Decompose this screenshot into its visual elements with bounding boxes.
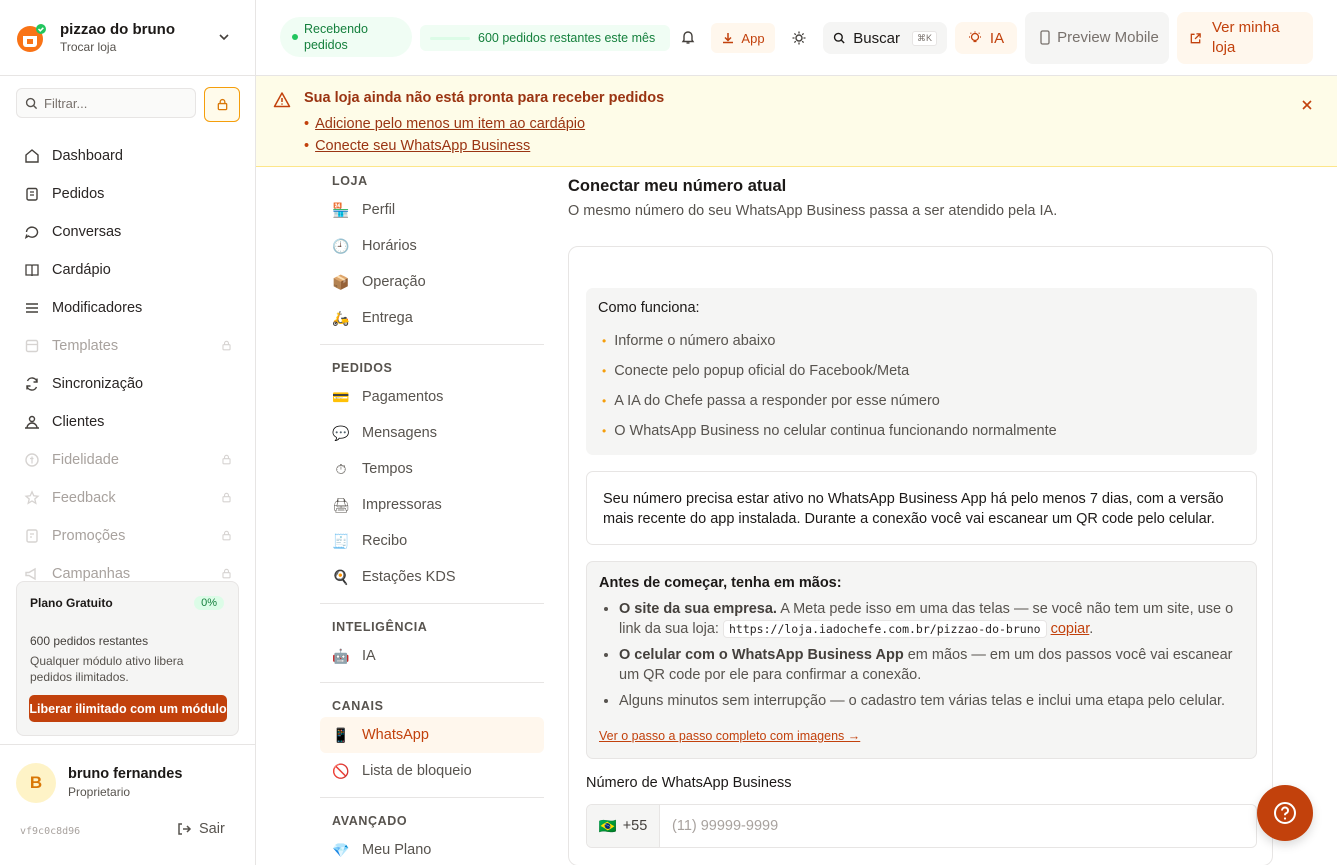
user-name: bruno fernandes bbox=[68, 766, 183, 782]
before-item bbox=[619, 645, 1244, 685]
operacao-icon: 📦 bbox=[332, 273, 350, 290]
sidebar-nav bbox=[16, 137, 240, 581]
phone-input[interactable] bbox=[660, 805, 1256, 847]
plan-description: Qualquer módulo ativo libera pedidos ilimitados. bbox=[30, 654, 184, 684]
status-dot bbox=[292, 34, 298, 40]
pagamentos-icon: 💳 bbox=[332, 388, 350, 405]
settings-item-label: Perfil bbox=[362, 202, 396, 218]
settings-item-label: Operação bbox=[362, 274, 426, 290]
settings-item-label: Recibo bbox=[362, 533, 408, 549]
store-logo bbox=[16, 23, 46, 53]
help-icon bbox=[1272, 800, 1298, 826]
settings-item-ia[interactable] bbox=[320, 638, 544, 674]
users-icon bbox=[24, 414, 40, 430]
horarios-icon: 🕘 bbox=[332, 237, 350, 254]
preview-mobile-label: Preview Mobile bbox=[1057, 29, 1159, 46]
sidebar-item-cardapio[interactable] bbox=[16, 251, 240, 289]
store-url: https://loja.iadochefe.com.br/pizzao-do-bruno bbox=[723, 620, 1047, 638]
sidebar-item-label: Clientes bbox=[52, 414, 105, 430]
settings-item-mensagens[interactable] bbox=[320, 415, 544, 451]
lock-icon bbox=[216, 98, 229, 111]
search-icon bbox=[833, 30, 845, 46]
top-bar bbox=[256, 0, 1337, 76]
home-icon bbox=[24, 148, 40, 164]
sidebar-item-label: Sincronização bbox=[52, 376, 144, 392]
download-icon bbox=[721, 31, 735, 45]
logout-icon bbox=[176, 821, 192, 837]
settings-item-label: Meu Plano bbox=[362, 842, 432, 858]
locked-modules-button[interactable] bbox=[204, 87, 240, 122]
search-label: Buscar bbox=[853, 29, 900, 47]
country-code-selector[interactable] bbox=[587, 805, 660, 847]
lock-icon bbox=[221, 568, 232, 579]
sidebar-item-label: Conversas bbox=[52, 224, 122, 240]
chevron-down-icon[interactable] bbox=[217, 30, 231, 44]
settings-item-label: Lista de bloqueio bbox=[362, 763, 472, 779]
settings-item-label: Estações KDS bbox=[362, 569, 456, 585]
sidebar-item-promocoes bbox=[16, 517, 240, 555]
sidebar-item-label: Cardápio bbox=[52, 262, 111, 278]
app-version: vf9c0c8d96 bbox=[20, 826, 81, 837]
settings-group-title: PEDIDOS bbox=[332, 361, 393, 375]
ia-button[interactable] bbox=[955, 22, 1017, 54]
list-icon bbox=[24, 300, 40, 316]
how-step: • O WhatsApp Business no celular continua funcionando normalmente bbox=[598, 416, 1245, 446]
settings-group-title: AVANÇADO bbox=[332, 814, 408, 828]
settings-item-meu-plano[interactable] bbox=[320, 832, 544, 865]
lock-icon bbox=[221, 530, 232, 541]
settings-group bbox=[320, 355, 544, 604]
sidebar-item-label: Dashboard bbox=[52, 148, 123, 164]
settings-item-label: WhatsApp bbox=[362, 727, 429, 743]
settings-item-label: Impressoras bbox=[362, 497, 442, 513]
sidebar-item-templates bbox=[16, 327, 240, 365]
lock-icon bbox=[221, 454, 232, 465]
close-icon[interactable] bbox=[1301, 99, 1313, 111]
alert-title: Sua loja ainda não está pronta para receber pedidos bbox=[304, 90, 665, 106]
sidebar bbox=[0, 0, 256, 865]
lock-icon bbox=[221, 340, 232, 351]
settings-group bbox=[320, 808, 544, 865]
sidebar-item-modificadores[interactable] bbox=[16, 289, 240, 327]
search-button[interactable] bbox=[823, 22, 947, 54]
clipboard-icon bbox=[24, 186, 40, 202]
settings-item-label: Pagamentos bbox=[362, 389, 444, 405]
search-shortcut: ⌘K bbox=[912, 31, 937, 46]
connect-whatsapp-link[interactable]: • Conecte seu WhatsApp Business bbox=[315, 138, 531, 154]
page-title: Conectar meu número atual bbox=[568, 177, 787, 195]
settings-item-horarios[interactable] bbox=[320, 228, 544, 264]
download-app-label: App bbox=[741, 30, 765, 46]
settings-item-lista-de-bloqueio[interactable] bbox=[320, 753, 544, 789]
before-item: • Alguns minutos sem interrupção — o cadastro tem várias telas e inclui uma etapa pelo celular. bbox=[619, 691, 1244, 711]
before-item-bold: O celular com o WhatsApp Business App bbox=[619, 647, 904, 663]
sidebar-item-label: Campanhas bbox=[52, 566, 131, 581]
settings-group-title: CANAIS bbox=[332, 699, 384, 713]
requirements-note: Seu número precisa estar ativo no WhatsApp Business App há pelo menos 7 dias, com a versão mais recente do app instalada. Durante a conexão você vai escanear um QR code pelo celular. bbox=[586, 471, 1257, 545]
add-menu-item-link[interactable]: • Adicione pelo menos um item ao cardápio bbox=[315, 116, 586, 132]
before-item: • O site da sua empresa. A Meta pede isso em uma das telas — se você não tem um site, use o link da sua loja: https://loja.iadochefe.com.br/pizzao-do-bruno copiar. bbox=[619, 599, 1244, 639]
logout-button[interactable] bbox=[176, 821, 225, 837]
perfil-icon: 🏪 bbox=[332, 201, 350, 218]
help-button[interactable] bbox=[1257, 785, 1313, 841]
sidebar-item-conversas[interactable] bbox=[16, 213, 240, 251]
bell-icon[interactable] bbox=[680, 29, 696, 45]
estacoes-kds-icon: 🍳 bbox=[332, 568, 350, 585]
settings-group bbox=[320, 614, 544, 683]
settings-group bbox=[320, 168, 544, 345]
store-not-ready-alert bbox=[256, 76, 1337, 167]
step-by-step-link[interactable]: Ver o passo a passo completo com imagens → bbox=[599, 729, 861, 743]
before-item-text: A Meta pede isso em uma das telas — se você não tem um site, use o link da sua loja: bbox=[619, 601, 1234, 637]
book-icon bbox=[24, 262, 40, 278]
filter-input[interactable] bbox=[44, 96, 184, 111]
theme-toggle-icon[interactable] bbox=[791, 30, 807, 46]
view-store-button[interactable] bbox=[1177, 12, 1313, 64]
sidebar-item-pedidos[interactable] bbox=[16, 175, 240, 213]
megaphone-icon bbox=[24, 566, 40, 581]
settings-group-title: LOJA bbox=[332, 174, 368, 188]
tempos-icon: ⏱ bbox=[335, 460, 347, 477]
ia-label: IA bbox=[989, 29, 1005, 47]
sidebar-item-sincronizacao[interactable] bbox=[16, 365, 240, 403]
how-step: • Conecte pelo popup oficial do Facebook/Meta bbox=[598, 356, 1245, 386]
lista-de-bloqueio-icon: 🚫 bbox=[332, 762, 350, 779]
sidebar-item-fidelidade bbox=[16, 441, 240, 479]
lock-icon bbox=[221, 492, 232, 503]
settings-item-label: Horários bbox=[362, 238, 417, 254]
sidebar-item-clientes[interactable] bbox=[16, 403, 240, 441]
settings-item-pagamentos[interactable] bbox=[320, 379, 544, 415]
lightbulb-icon bbox=[968, 31, 982, 45]
star-icon bbox=[24, 490, 40, 506]
plan-card bbox=[16, 581, 239, 736]
phone-label: Número de WhatsApp Business bbox=[586, 775, 792, 791]
template-icon bbox=[24, 338, 40, 354]
before-you-start-box bbox=[586, 561, 1257, 759]
settings-nav bbox=[320, 168, 544, 865]
settings-item-operacao[interactable] bbox=[320, 264, 544, 300]
settings-item-label: Mensagens bbox=[362, 425, 437, 441]
sidebar-item-feedback bbox=[16, 479, 240, 517]
before-title: Antes de começar, tenha em mãos: bbox=[599, 575, 842, 591]
connect-card bbox=[568, 246, 1273, 865]
sidebar-item-label: Promoções bbox=[52, 528, 126, 544]
orders-remaining-badge bbox=[420, 25, 670, 51]
recibo-icon: 🧾 bbox=[332, 532, 350, 549]
download-app-button[interactable] bbox=[711, 23, 775, 53]
upgrade-button[interactable]: Liberar ilimitado com um módulo bbox=[29, 695, 227, 722]
settings-item-label: Entrega bbox=[362, 310, 413, 326]
filter-field[interactable] bbox=[16, 88, 196, 118]
plan-usage-badge: 0% bbox=[194, 596, 224, 610]
logout-label: Sair bbox=[199, 821, 225, 837]
settings-item-label: Tempos bbox=[362, 461, 413, 477]
sidebar-item-label: Fidelidade bbox=[52, 452, 119, 468]
orders-usage-bar bbox=[430, 37, 470, 40]
settings-group bbox=[320, 693, 544, 798]
mensagens-icon: 💬 bbox=[332, 424, 350, 441]
settings-item-tempos[interactable] bbox=[320, 451, 544, 487]
settings-item-impressoras[interactable] bbox=[320, 487, 544, 523]
settings-item-recibo[interactable] bbox=[320, 523, 544, 559]
store-status-label: Recebendo pedidos bbox=[304, 22, 368, 52]
coin-icon bbox=[24, 452, 40, 468]
store-status-badge[interactable] bbox=[280, 17, 412, 57]
user-role: Proprietario bbox=[68, 785, 131, 799]
view-store-label: Ver minha loja bbox=[1212, 19, 1280, 56]
tag-icon bbox=[24, 528, 40, 544]
settings-group-title: INTELIGÊNCIA bbox=[332, 620, 428, 634]
sidebar-item-label: Feedback bbox=[52, 490, 116, 506]
whatsapp-connect-panel bbox=[568, 168, 1274, 865]
before-item-bold: O site da sua empresa. bbox=[619, 601, 777, 617]
store-switch-label: Trocar loja bbox=[60, 40, 117, 54]
sidebar-item-dashboard[interactable] bbox=[16, 137, 240, 175]
impressoras-icon: 🖨 bbox=[332, 496, 350, 513]
store-name: pizzao do bruno bbox=[60, 21, 175, 38]
settings-item-label: IA bbox=[362, 648, 376, 664]
user-panel bbox=[0, 744, 255, 865]
how-it-works-box bbox=[586, 288, 1257, 455]
sidebar-item-campanhas bbox=[16, 555, 240, 581]
settings-item-entrega[interactable] bbox=[320, 300, 544, 336]
phone-field bbox=[586, 804, 1257, 848]
before-item-text: em mãos — em um dos passos você vai escanear um QR code por ele para confirmar a conexão. bbox=[619, 647, 1233, 683]
country-code: +55 bbox=[622, 818, 648, 834]
store-switcher[interactable] bbox=[0, 0, 255, 76]
settings-item-whatsapp[interactable] bbox=[320, 717, 544, 753]
preview-mobile-button[interactable] bbox=[1025, 12, 1169, 64]
search-icon bbox=[25, 97, 38, 110]
avatar[interactable]: B bbox=[16, 763, 56, 803]
sidebar-item-label: Templates bbox=[52, 338, 119, 354]
page-subtitle: O mesmo número do seu WhatsApp Business passa a ser atendido pela IA. bbox=[568, 203, 1058, 219]
how-step: • A IA do Chefe passa a responder por esse número bbox=[598, 386, 1245, 416]
orders-remaining-label: 600 pedidos restantes este mês bbox=[478, 31, 656, 45]
plan-remaining: 600 pedidos restantes bbox=[30, 634, 149, 648]
plan-title: Plano Gratuito bbox=[30, 596, 113, 610]
alert-item bbox=[304, 135, 585, 157]
meu-plano-icon: 💎 bbox=[332, 841, 350, 858]
copy-url-link[interactable]: copiar bbox=[1050, 621, 1090, 637]
ia-icon: 🤖 bbox=[332, 647, 350, 664]
mobile-icon bbox=[1040, 30, 1050, 45]
settings-item-estacoes-kds[interactable] bbox=[320, 559, 544, 595]
sidebar-item-label: Pedidos bbox=[52, 186, 105, 202]
sync-icon bbox=[24, 376, 40, 392]
external-link-icon bbox=[1189, 32, 1202, 45]
alert-item bbox=[304, 113, 585, 135]
brazil-flag-icon: 🇧🇷 bbox=[598, 818, 617, 835]
entrega-icon: 🛵 bbox=[332, 309, 350, 326]
whatsapp-icon: 📱 bbox=[332, 726, 350, 743]
how-it-works-title: Como funciona: bbox=[598, 300, 700, 316]
how-step: • Informe o número abaixo bbox=[598, 326, 1245, 356]
settings-item-perfil[interactable] bbox=[320, 192, 544, 228]
sidebar-item-label: Modificadores bbox=[52, 300, 143, 316]
warning-icon bbox=[273, 91, 291, 109]
chat-icon bbox=[24, 224, 40, 240]
